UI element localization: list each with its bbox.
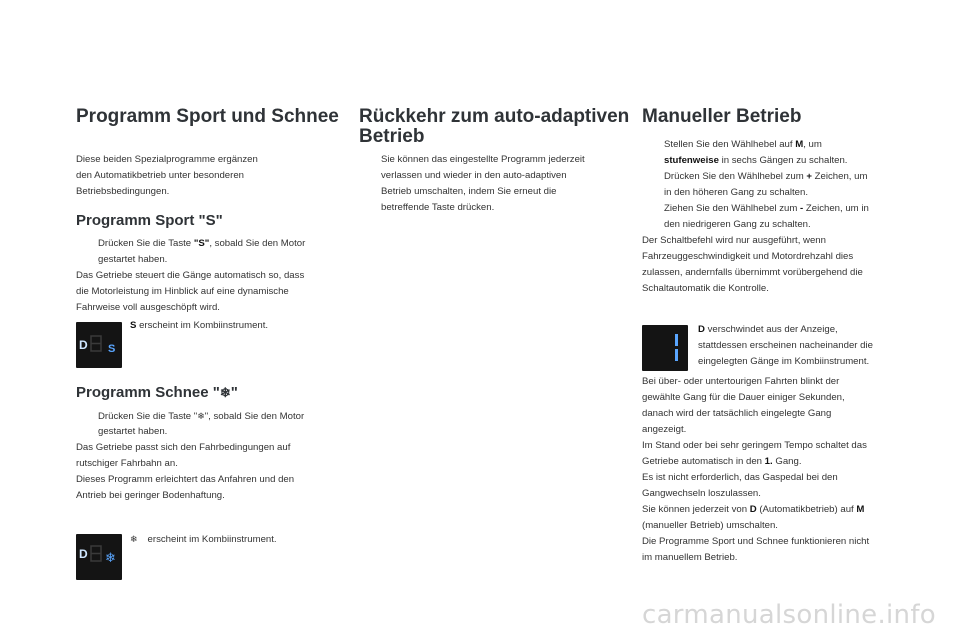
snow-desc-line-2: rutschiger Fahrbahn an. xyxy=(76,458,178,469)
snow-step-line-1: Drücken Sie die Taste "❄", sobald Sie den Motor xyxy=(98,411,305,422)
manual-display-line-1: D verschwindet aus der Anzeige, xyxy=(698,324,838,335)
display-letter-s: S xyxy=(108,343,116,355)
snowflake-icon: ❄ xyxy=(219,385,231,400)
manual-display-image xyxy=(642,325,688,371)
sport-desc-line-2: die Motorleistung im Hinblick auf eine dynamische xyxy=(76,286,289,297)
sport-desc-line-3: Fahrweise voll ausgeschöpft wird. xyxy=(76,302,220,313)
sport-display-image xyxy=(76,322,122,368)
intro-line-3: Betriebsbedingungen. xyxy=(76,186,170,197)
manual-para4-line-1: Sie können jederzeit von D (Automatikbetrieb) auf M xyxy=(642,504,865,515)
manual-step2-line-2: in den höheren Gang zu schalten. xyxy=(664,187,809,198)
section-title-return-line-1: Rückkehr zum auto-adaptiven xyxy=(359,106,630,127)
snow-display-image xyxy=(76,534,122,580)
display-letter-d: D xyxy=(79,338,88,352)
manual-step1-line-1: Stellen Sie den Wählhebel auf M, um xyxy=(664,139,822,150)
snowflake-icon: ❄ xyxy=(197,411,205,421)
sport-desc-line-1: Das Getriebe steuert die Gänge automatisch so, dass xyxy=(76,270,305,281)
manual-para5-line-1: Die Programme Sport und Schnee funktionieren nicht xyxy=(642,536,870,547)
manual-note-line-4: Schaltautomatik die Kontrolle. xyxy=(642,283,769,294)
return-step-line-2: verlassen und wieder in den auto-adaptiven xyxy=(381,170,567,181)
manual-para1-line-1: Bei über- oder untertourigen Fahrten blinkt der xyxy=(642,376,840,387)
sport-step-line-2: gestartet haben. xyxy=(98,254,168,265)
watermark[interactable]: carmanualsonline.info xyxy=(641,600,936,630)
manual-para1-line-4: angezeigt. xyxy=(642,424,687,435)
display-letter-d: D xyxy=(79,547,88,561)
return-step-line-1: Sie können das eingestellte Programm jederzeit xyxy=(381,154,585,165)
heading-sport: Programm Sport "S" xyxy=(76,212,223,229)
manual-step3-line-2: den niedrigeren Gang zu schalten. xyxy=(664,219,811,230)
manual-note-line-3: zulassen, andernfalls übernimmt vorübergehend die xyxy=(642,267,863,278)
manual-note-line-2: Fahrzeuggeschwindigkeit und Motordrehzahl dies xyxy=(642,251,854,262)
sport-step-line-1: Drücken Sie die Taste "S", sobald Sie den Motor xyxy=(98,238,306,249)
manual-para5-line-2: im manuellem Betrieb. xyxy=(642,552,738,563)
manual-step1-line-2: stufenweise in sechs Gängen zu schalten. xyxy=(664,155,848,166)
manual-para3-line-2: Gangwechseln loszulassen. xyxy=(642,488,761,499)
manual-para4-line-2: (manueller Betrieb) umschalten. xyxy=(642,520,778,531)
return-step-line-4: betreffende Taste drücken. xyxy=(381,202,495,213)
manual-display-line-2: stattdessen erscheinen nacheinander die xyxy=(698,340,873,351)
manual-para2-line-1: Im Stand oder bei sehr geringem Tempo schaltet das xyxy=(642,440,867,451)
manual-para3-line-1: Es ist nicht erforderlich, das Gaspedal bei den xyxy=(642,472,838,483)
manual-display-line-3: eingelegten Gänge im Kombiinstrument. xyxy=(698,356,870,367)
manual-para2-line-2: Getriebe automatisch in den 1. Gang. xyxy=(642,456,802,467)
manual-para1-line-3: danach wird der tatsächlich eingelegte Gang xyxy=(642,408,832,419)
display-snowflake-icon: ❄ xyxy=(105,551,116,566)
snow-display-note: ❄ erscheint im Kombiinstrument. xyxy=(130,534,277,545)
snow-desc-line-4: Antrieb bei geringer Bodenhaftung. xyxy=(76,490,225,501)
heading-snow: Programm Schnee "❄" xyxy=(76,384,238,401)
display-digit: 1 xyxy=(642,325,643,326)
manual-step3-line-1: Ziehen Sie den Wählhebel zum - Zeichen, um in xyxy=(664,203,869,214)
section-title-return-line-2: Betrieb xyxy=(359,126,425,147)
sport-display-note: S erscheint im Kombiinstrument. xyxy=(130,320,269,331)
intro-line-2: den Automatikbetrieb unter besonderen xyxy=(76,170,245,181)
snowflake-icon: ❄ xyxy=(130,534,138,544)
manual-note-line-1: Der Schaltbefehl wird nur ausgeführt, wenn xyxy=(642,235,826,246)
snow-desc-line-1: Das Getriebe passt sich den Fahrbedingungen auf xyxy=(76,442,291,453)
return-step-line-3: Betrieb umschalten, indem Sie erneut die xyxy=(381,186,557,197)
section-title-sport-snow: Programm Sport und Schnee xyxy=(76,106,339,127)
section-title-manual: Manueller Betrieb xyxy=(642,106,802,127)
manual-para1-line-2: gewählte Gang für die Dauer einiger Sekunden, xyxy=(642,392,845,403)
snow-step-line-2: gestartet haben. xyxy=(98,426,168,437)
intro-line-1: Diese beiden Spezialprogramme ergänzen xyxy=(76,154,258,165)
snow-desc-line-3: Dieses Programm erleichtert das Anfahren und den xyxy=(76,474,295,485)
manual-step2-line-1: Drücken Sie den Wählhebel zum + Zeichen, um xyxy=(664,171,868,182)
